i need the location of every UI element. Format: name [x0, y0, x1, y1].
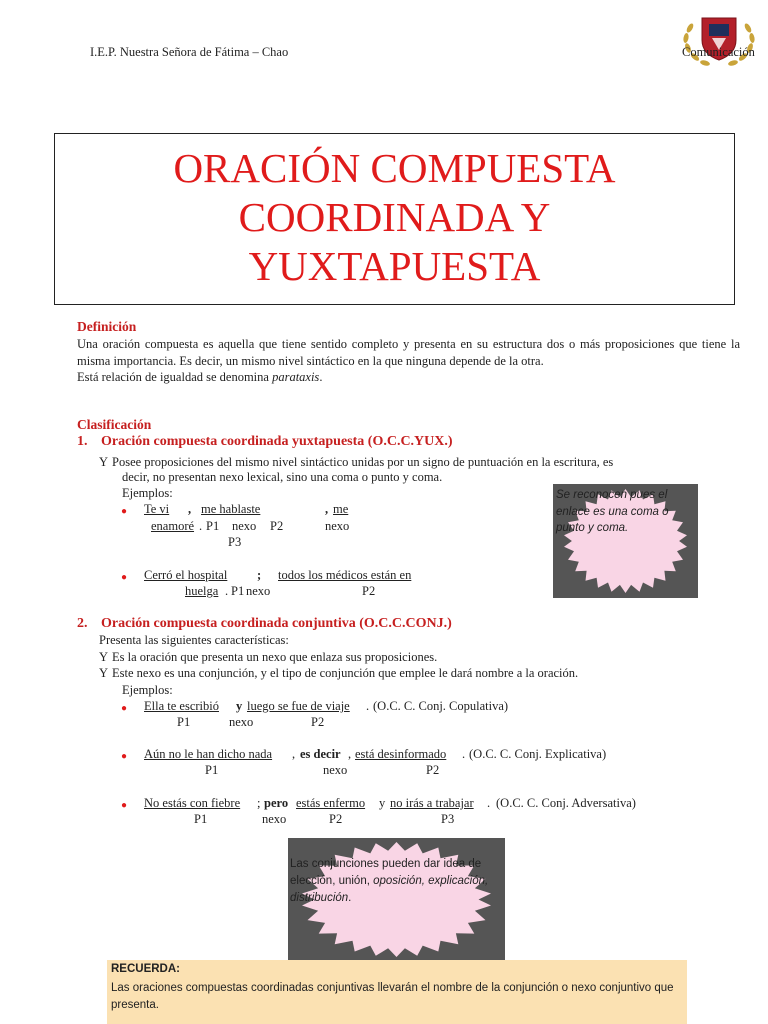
ex2-2-comma-2: , — [348, 747, 352, 761]
sec2-ejemplos-label: Ejemplos: — [122, 683, 173, 697]
recuerda-label: RECUERDA: — [111, 963, 180, 975]
parataxis-term: parataxis — [272, 370, 320, 384]
sec1-title: Oración compuesta coordinada yuxtapuesta (O.C.C.YUX.) — [101, 434, 453, 449]
ex2-3-conjunction: pero — [264, 796, 289, 810]
ex1-1-part-b: me hablaste — [201, 502, 261, 516]
ex2-3-part-b: estás enfermo — [296, 796, 366, 810]
sec1-marker: Y — [99, 455, 109, 469]
page-title-line-2: COORDINADA Y — [238, 194, 551, 240]
callout-2-italic: oposición, explicación, distribución — [290, 875, 489, 904]
bullet-icon: ● — [121, 703, 128, 714]
ex1-1-p3: P3 — [228, 535, 242, 549]
ex2-1-tag: (O.C. C. Conj. Copulativa) — [373, 699, 509, 713]
sec1-ejemplos-label: Ejemplos: — [122, 486, 173, 500]
ex2-1-part-b: luego se fue de viaje — [247, 699, 350, 713]
ex2-3-p3: P3 — [441, 812, 455, 826]
ex2-2-part-a: Aún no le han dicho nada — [144, 747, 273, 761]
ex2-1-conjunction: y — [236, 699, 243, 713]
ex1-1-period: . — [199, 519, 203, 533]
page-title-line-3: YUXTAPUESTA — [248, 243, 541, 289]
ex1-1-part-d: enamoré — [151, 519, 195, 533]
ex2-2-p1: P1 — [205, 763, 219, 777]
ex2-1-period: . — [366, 699, 370, 713]
sec2-marker-2: Y — [99, 666, 109, 680]
ex1-2-part-a: Cerró el hospital — [144, 568, 228, 582]
ex1-1-comma-2: , — [325, 502, 329, 516]
callout-2-prefix: Las conjunciones pueden dar idea de elección, unión, — [290, 858, 482, 887]
recuerda-text: Las oraciones compuestas coordinadas conjuntivas llevarán el nombre de la conjunción o nexo conjuntivo que presenta. — [111, 982, 674, 1011]
ex2-2-p2: P2 — [426, 763, 440, 777]
sec1-desc-line-2: decir, no presentan nexo lexical, sino una coma o punto y coma. — [122, 470, 443, 484]
ex2-2-comma-1: , — [292, 747, 296, 761]
ex1-1-nexo-2: nexo — [325, 519, 350, 533]
definicion-text: Una oración compuesta es aquella que tiene sentido completo y presenta en su estructura dos o más proposiciones que tiene la misma importancia. Es decir, un mismo nivel sintáctico en la que ninguna depende de la otra. — [77, 337, 740, 368]
callout-2-text — [290, 856, 496, 907]
callout-2-frame — [288, 838, 505, 961]
header-school-name: I.E.P. Nuestra Señora de Fátima – Chao — [90, 45, 289, 59]
school-logo-icon — [676, 8, 762, 70]
sec1-number: 1. — [77, 434, 88, 449]
ex2-2-nexo: nexo — [323, 763, 348, 777]
parataxis-prefix: Está relación de igualdad se denomina — [77, 370, 273, 384]
parataxis-suffix: . — [319, 370, 323, 384]
sec2-intro: Presenta las siguientes características: — [99, 633, 289, 647]
callout-2-suffix: . — [348, 892, 352, 904]
ex2-1-part-a: Ella te escribió — [144, 699, 219, 713]
ex2-2-part-b: está desinformado — [355, 747, 447, 761]
sec2-item-2: Este nexo es una conjunción, y el tipo de conjunción que emplee le dará nombre a la oración. — [112, 666, 579, 680]
ex1-1-nexo-1: nexo — [232, 519, 257, 533]
ex2-1-p2: P2 — [311, 715, 325, 729]
ex1-2-part-c: huelga — [185, 584, 219, 598]
sec2-item-1: Es la oración que presenta un nexo que enlaza sus proposiciones. — [112, 650, 438, 664]
definicion-paragraph — [77, 336, 740, 386]
callout-1-text: Se reconocen pues el enlace es una coma o punto y coma. — [556, 489, 669, 534]
bullet-icon: ● — [121, 751, 128, 762]
ex1-2-part-b: todos los médicos están en — [278, 568, 412, 582]
sec1-desc-line-1: Posee proposiciones del mismo nivel sintáctico unidas por un signo de puntuación en la escritura, es — [112, 455, 614, 469]
ex2-1-p1: P1 — [177, 715, 191, 729]
sec2-marker-1: Y — [99, 650, 109, 664]
ex2-2-tag: (O.C. C. Conj. Explicativa) — [469, 747, 607, 761]
ex2-3-semicolon: ; — [257, 796, 261, 810]
callout-1-frame — [553, 484, 698, 598]
ex2-3-part-a: No estás con fiebre — [144, 796, 241, 810]
ex2-2-conjunction: es decir — [300, 747, 341, 761]
title-box — [54, 133, 735, 305]
ex1-1-comma-1: , — [188, 502, 192, 516]
ex2-2-period: . — [462, 747, 466, 761]
bullet-icon: ● — [121, 506, 128, 517]
recuerda-box — [107, 960, 687, 1024]
ex2-3-nexo: nexo — [262, 812, 287, 826]
bullet-icon: ● — [121, 800, 128, 811]
ex2-1-nexo: nexo — [229, 715, 254, 729]
ex1-1-p2: P2 — [270, 519, 284, 533]
bullet-icon: ● — [121, 572, 128, 583]
clasificacion-heading: Clasificación — [77, 417, 152, 432]
ex1-2-nexo: nexo — [246, 584, 271, 598]
ex1-2-p2: P2 — [362, 584, 376, 598]
ex1-2-period: . — [225, 584, 229, 598]
ex2-3-y: y — [379, 796, 386, 810]
sec2-title: Oración compuesta coordinada conjuntiva (O.C.C.CONJ.) — [101, 616, 452, 631]
ex1-2-p1: P1 — [231, 584, 245, 598]
ex2-3-tag: (O.C. C. Conj. Adversativa) — [496, 796, 636, 810]
ex1-1-part-a: Te vi — [144, 502, 170, 516]
ex2-3-p2: P2 — [329, 812, 343, 826]
header-subject: Comunicación — [682, 45, 755, 59]
definicion-heading: Definición — [77, 319, 137, 334]
page-title-line-1: ORACIÓN COMPUESTA — [173, 145, 616, 191]
ex1-1-p1: P1 — [206, 519, 220, 533]
ex1-1-part-c: me — [333, 502, 349, 516]
ex1-2-semicolon: ; — [257, 568, 262, 582]
ex2-3-part-c: no irás a trabajar — [390, 796, 474, 810]
sec2-number: 2. — [77, 616, 88, 631]
ex2-3-period: . — [487, 796, 491, 810]
ex2-3-p1: P1 — [194, 812, 208, 826]
